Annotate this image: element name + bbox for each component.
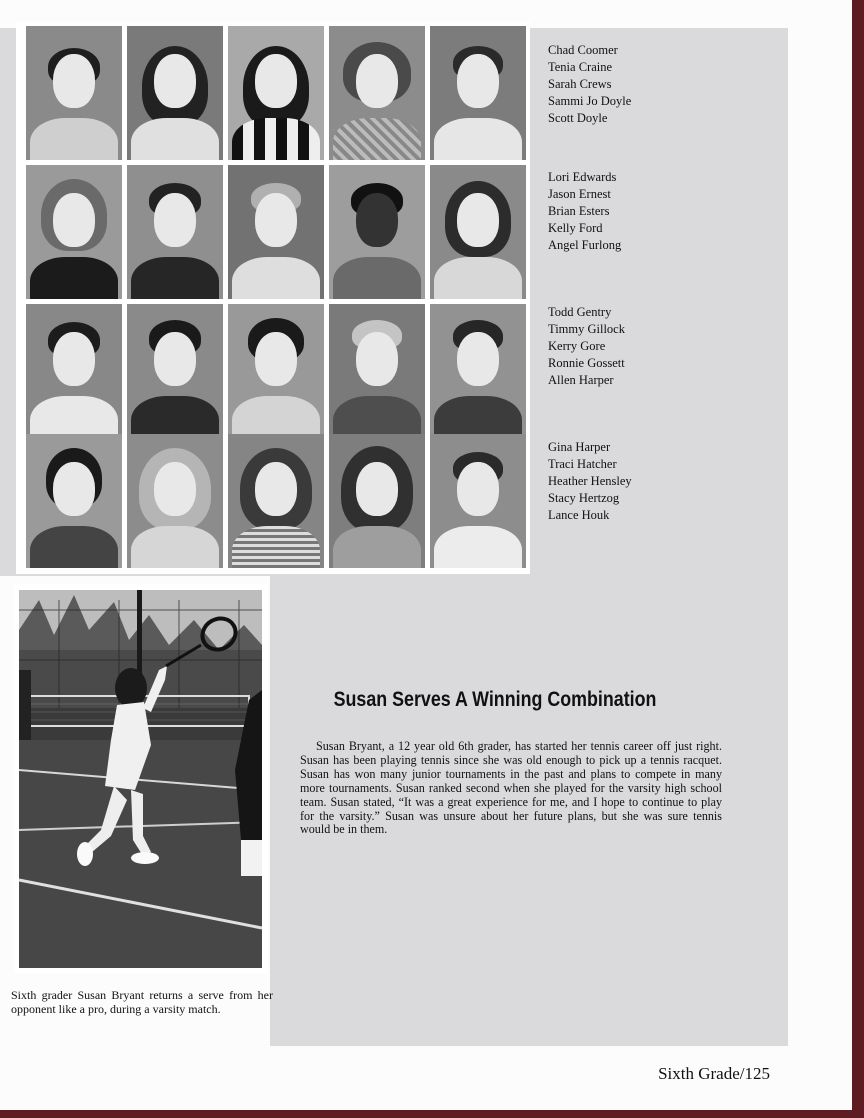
student-name: Lance Houk (548, 508, 610, 522)
portrait-photo (228, 304, 324, 438)
student-name: Tenia Craine (548, 60, 613, 74)
portrait-photo (127, 304, 223, 438)
student-name: Kelly Ford (548, 221, 603, 235)
student-name: Jason Ernest (548, 187, 611, 201)
portrait-photo (127, 26, 223, 160)
student-name: Gina Harper (548, 440, 611, 454)
student-name: Stacy Hertzog (548, 491, 620, 505)
portrait-photo (430, 304, 526, 438)
page-edge-right (852, 0, 864, 1118)
portrait-photo (228, 434, 324, 568)
portrait-photo (329, 26, 425, 160)
student-name: Timmy Gillock (548, 322, 625, 336)
student-name: Heather Hensley (548, 474, 632, 488)
tennis-photo (19, 590, 262, 968)
portrait-photo (430, 434, 526, 568)
portrait-photo (127, 434, 223, 568)
portrait-photo (26, 304, 122, 438)
student-name: Sammi Jo Doyle (548, 94, 632, 108)
portrait-photo (329, 304, 425, 438)
student-name: Sarah Crews (548, 77, 612, 91)
student-name: Ronnie Gossett (548, 356, 625, 370)
portrait-photo (430, 165, 526, 299)
student-name: Angel Furlong (548, 238, 622, 252)
story-headline: Susan Serves A Winning Combination (333, 688, 657, 711)
story-body: Susan Bryant, a 12 year old 6th grader, has started her tennis career off just right. Susan has been playing tennis since she was old enough to pick up a tennis racquet. Susan has won many junior tournaments in the past and plans to compete in many more tournaments. Susan ranked second when she played for the varsity high school team. Susan stated, “It was a great experience for me, and I hope to continue to play for the varsity.” Susan was unsure about her future plans, but she was sure tennis would be in them. (300, 739, 722, 837)
student-name: Traci Hatcher (548, 457, 617, 471)
student-name: Allen Harper (548, 373, 614, 387)
student-name: Scott Doyle (548, 111, 608, 125)
portrait-photo (127, 165, 223, 299)
name-list-row-2 (548, 169, 621, 254)
tennis-scene (19, 590, 262, 968)
portrait-photo (228, 26, 324, 160)
portrait-photo (26, 165, 122, 299)
name-list-row-3 (548, 304, 625, 389)
student-name: Kerry Gore (548, 339, 606, 353)
page-edge-bottom (0, 1110, 864, 1118)
name-list-row-4 (548, 439, 632, 524)
portrait-photo (430, 26, 526, 160)
portrait-photo (329, 165, 425, 299)
student-name: Brian Esters (548, 204, 610, 218)
portrait-photo (26, 26, 122, 160)
name-list-row-1 (548, 42, 631, 127)
photo-caption: Sixth grader Susan Bryant returns a serve from her opponent like a pro, during a varsity match. (11, 988, 273, 1016)
portrait-photo (329, 434, 425, 568)
page-folio: Sixth Grade/125 (658, 1064, 770, 1083)
student-name: Todd Gentry (548, 305, 612, 319)
student-name: Lori Edwards (548, 170, 617, 184)
student-name: Chad Coomer (548, 43, 618, 57)
portrait-photo (26, 434, 122, 568)
portrait-photo (228, 165, 324, 299)
portrait-grid (16, 22, 530, 574)
